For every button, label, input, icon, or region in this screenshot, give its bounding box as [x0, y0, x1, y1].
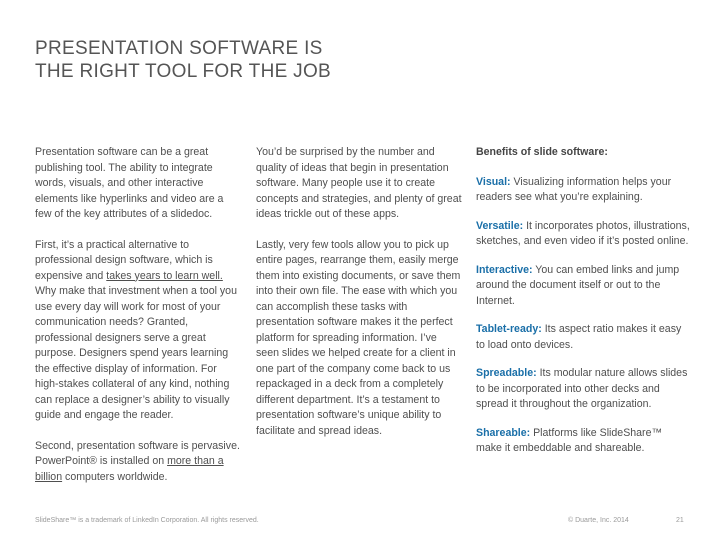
column-left — [35, 145, 240, 500]
title-line-2: THE RIGHT TOOL FOR THE JOB — [35, 61, 332, 82]
benefit-keyword: Spreadable: — [476, 367, 537, 379]
link-billion[interactable]: more than a billion — [35, 455, 224, 483]
benefit-tablet-ready — [476, 322, 690, 353]
benefit-keyword: Interactive: — [476, 263, 533, 276]
paragraph-first — [35, 238, 240, 424]
benefit-versatile — [476, 219, 690, 250]
benefit-shareable — [476, 426, 690, 457]
benefit-text: You can embed links and jump around the document itself or out to the Internet. — [476, 263, 680, 307]
benefit-keyword: Versatile: — [476, 219, 524, 232]
paragraph-first-text-b: Why make that investment when a tool you use every day will work for most of your communication needs? Granted, professional designers serve a great purpose. Designers spend years learning the effective display of information. For high-stakes collateral of any kind, nothing can replace a designer’s ability to visually guide and engage the reader. — [35, 285, 237, 421]
paragraph-second — [35, 439, 240, 486]
benefits-heading: Benefits of slide software: — [476, 146, 608, 158]
benefit-text: Platforms like SlideShare™ make it embeddable and shareable. — [476, 426, 663, 454]
paragraph-second-text-b: computers worldwide. — [62, 470, 168, 483]
benefit-keyword: Tablet-ready: — [476, 323, 542, 335]
footer-copyright: © Duarte, Inc. 2014 — [568, 517, 629, 524]
footer-trademark: SlideShare™ is a trademark of LinkedIn Corporation. All rights reserved. — [35, 517, 259, 524]
paragraph-first-text-a: First, it’s a practical alternative to professional design software, which is expensive and — [35, 238, 213, 282]
column-right — [476, 145, 690, 470]
benefit-text: Visualizing information helps your readers see what you’re explaining. — [476, 175, 672, 203]
page-title — [35, 37, 635, 83]
benefit-text: It incorporates photos, illustrations, sketches, and even video if it’s posted online. — [476, 219, 690, 247]
benefit-keyword: Shareable: — [476, 426, 531, 439]
page-number: 21 — [676, 517, 684, 524]
column-middle — [256, 145, 462, 454]
benefit-keyword: Visual: — [476, 175, 511, 188]
title-line-1: PRESENTATION SOFTWARE IS — [35, 38, 323, 59]
benefit-visual — [476, 175, 690, 206]
paragraph-intro: Presentation software can be a great publishing tool. The ability to integrate words, visuals, and other interactive elements like hyperlinks and video are a few of the key attributes of a slidedoc. — [35, 146, 224, 220]
paragraph-surprised: You’d be surprised by the number and quality of ideas that begin in presentation software. Many people use it to create concepts and strategies, and plenty of great ideas trickle out of these apps. — [256, 146, 462, 220]
benefit-interactive — [476, 263, 690, 310]
link-takes-years[interactable]: takes years to learn well. — [106, 269, 223, 282]
benefit-text: Its modular nature allows slides to be incorporated into other decks and spread it throughout the organization. — [476, 367, 688, 410]
paragraph-second-text-a: Second, presentation software is pervasive. PowerPoint® is installed on — [35, 439, 240, 467]
benefit-text: Its aspect ratio makes it easy to load onto devices. — [476, 323, 682, 351]
paragraph-lastly: Lastly, very few tools allow you to pick up entire pages, rearrange them, easily merge them into existing documents, or save them into their own file. The ease with which you can accomplish these tasks with presentation software makes it the perfect platform for spreading information. I’ve seen slides we helped create for a client in one part of the company come back to us repackaged in a deck from a completely different department. It’s a testament to presentation software’s unique ability to facilitate and spread ideas. — [256, 238, 461, 437]
benefit-spreadable — [476, 366, 690, 413]
